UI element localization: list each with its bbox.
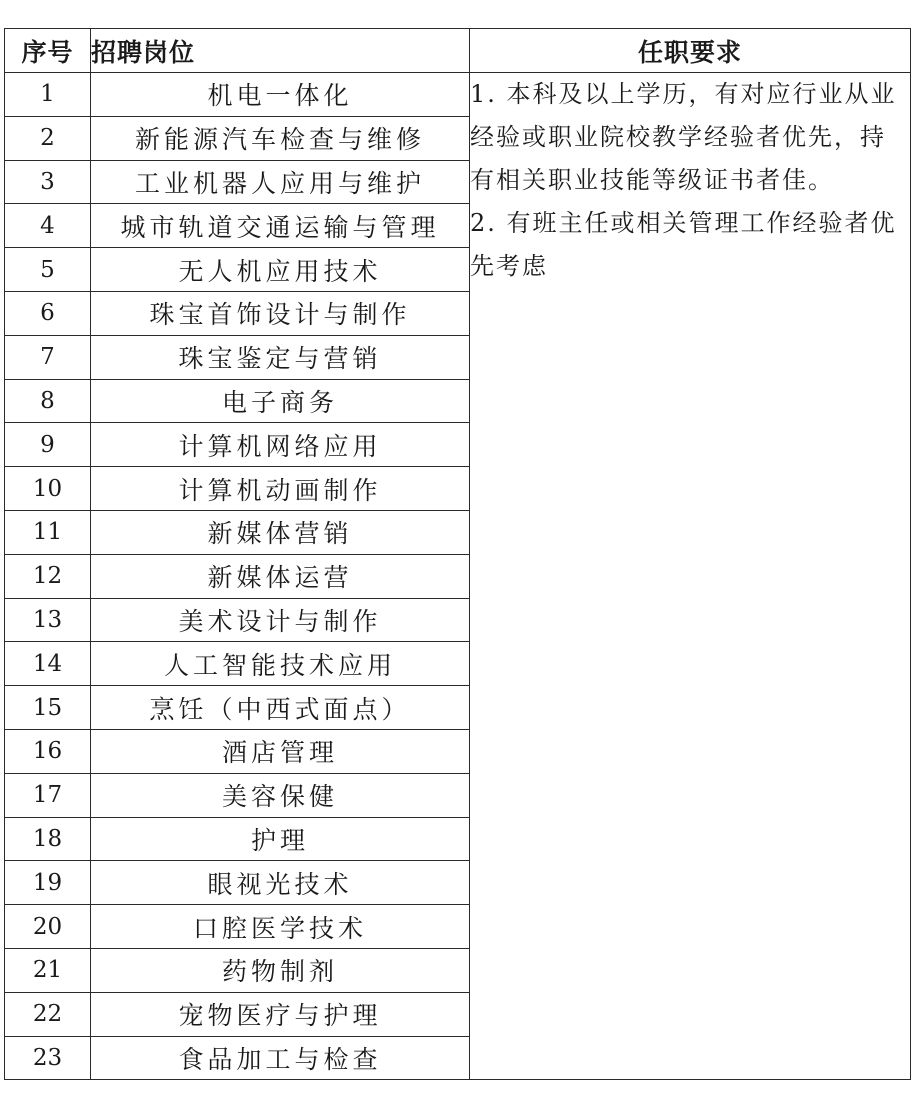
row-position: 计算机网络应用	[91, 423, 470, 467]
row-position: 酒店管理	[91, 729, 470, 773]
row-number: 17	[5, 773, 91, 817]
row-position: 口腔医学技术	[91, 905, 470, 949]
row-number: 4	[5, 204, 91, 248]
row-number: 18	[5, 817, 91, 861]
row-number: 8	[5, 379, 91, 423]
recruitment-table	[4, 28, 911, 1080]
row-position: 烹饪（中西式面点）	[91, 686, 470, 730]
row-number: 23	[5, 1036, 91, 1080]
row-position: 新媒体运营	[91, 554, 470, 598]
requirements-cell	[470, 73, 911, 1080]
row-position: 人工智能技术应用	[91, 642, 470, 686]
row-position: 工业机器人应用与维护	[91, 160, 470, 204]
header-position: 招聘岗位	[91, 29, 470, 73]
row-position: 美术设计与制作	[91, 598, 470, 642]
row-position: 食品加工与检查	[91, 1036, 470, 1080]
row-position: 药物制剂	[91, 948, 470, 992]
row-position: 眼视光技术	[91, 861, 470, 905]
row-position: 珠宝首饰设计与制作	[91, 291, 470, 335]
row-number: 12	[5, 554, 91, 598]
header-requirements: 任职要求	[470, 29, 911, 73]
row-number: 6	[5, 291, 91, 335]
row-position: 护理	[91, 817, 470, 861]
row-number: 5	[5, 248, 91, 292]
recruitment-table-container	[0, 28, 911, 1080]
row-position: 电子商务	[91, 379, 470, 423]
row-number: 15	[5, 686, 91, 730]
table-header-row	[5, 29, 911, 73]
row-number: 19	[5, 861, 91, 905]
row-number: 21	[5, 948, 91, 992]
row-position: 珠宝鉴定与营销	[91, 335, 470, 379]
row-number: 14	[5, 642, 91, 686]
requirement-item-1: 1. 本科及以上学历，有对应行业从业经验或职业院校教学经验者优先，持有相关职业技能等级证书者佳。	[470, 80, 897, 194]
row-position: 城市轨道交通运输与管理	[91, 204, 470, 248]
row-position: 美容保健	[91, 773, 470, 817]
requirement-item-2: 2. 有班主任或相关管理工作经验者优先考虑	[470, 209, 897, 280]
row-number: 1	[5, 73, 91, 117]
row-position: 机电一体化	[91, 73, 470, 117]
row-number: 3	[5, 160, 91, 204]
row-position: 新能源汽车检查与维修	[91, 116, 470, 160]
row-number: 11	[5, 510, 91, 554]
row-position: 计算机动画制作	[91, 467, 470, 511]
row-number: 2	[5, 116, 91, 160]
row-number: 22	[5, 992, 91, 1036]
row-position: 宠物医疗与护理	[91, 992, 470, 1036]
row-number: 9	[5, 423, 91, 467]
row-number: 10	[5, 467, 91, 511]
table-row	[5, 73, 911, 117]
row-position: 无人机应用技术	[91, 248, 470, 292]
header-number: 序号	[5, 29, 91, 73]
row-number: 20	[5, 905, 91, 949]
row-number: 13	[5, 598, 91, 642]
row-number: 16	[5, 729, 91, 773]
row-number: 7	[5, 335, 91, 379]
row-position: 新媒体营销	[91, 510, 470, 554]
